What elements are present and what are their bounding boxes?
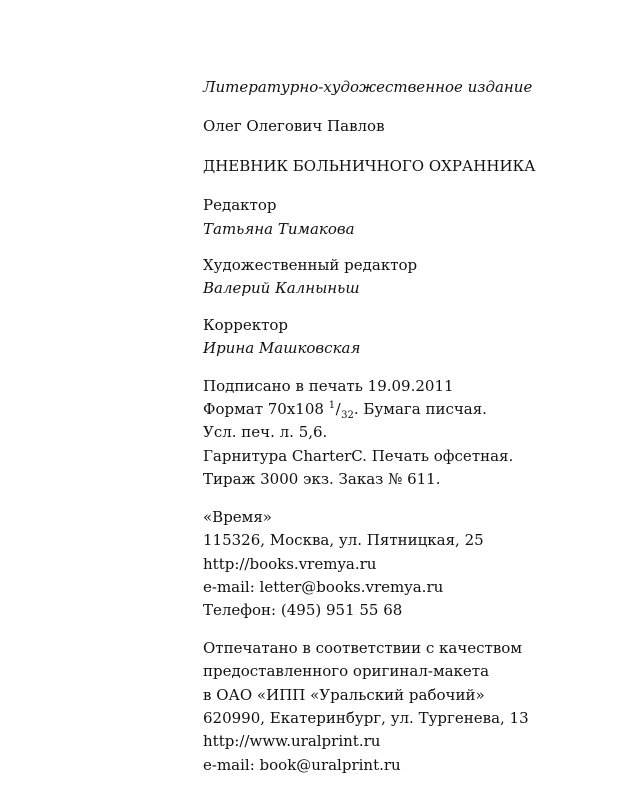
signed-line: Подписано в печать 19.09.2011 [203, 376, 454, 395]
printer-line-1: Отпечатано в соответствии с качеством [203, 638, 522, 657]
publisher-block [203, 506, 603, 623]
publisher-address: 115326, Москва, ул. Пятницкая, 25 [203, 531, 484, 550]
title-block [203, 155, 603, 178]
editor-role: Редактор [203, 196, 277, 215]
print-info-block [203, 375, 603, 492]
art-editor-role: Художественный редактор [203, 256, 418, 275]
format-prefix: Формат 70x108 [203, 400, 324, 419]
publisher-email: e-mail: letter@books.vremya.ru [203, 577, 444, 596]
editor-block [203, 194, 603, 241]
editor-name: Татьяна Тимакова [203, 219, 355, 238]
genre-line: Литературно-художественное издание [203, 78, 533, 96]
format-suffix: . Бумага писчая. [353, 400, 487, 419]
sheets-line: Усл. печ. л. 5,6. [203, 423, 328, 442]
printer-line-2: предоставленного оригинал-макета [203, 662, 490, 681]
imprint-page [203, 76, 603, 777]
book-title: ДНЕВНИК БОЛЬНИЧНОГО ОХРАННИКА [203, 156, 536, 175]
printer-address: 620990, Екатеринбург, ул. Тургенева, 13 [203, 708, 529, 727]
art-editor-name: Валерий Калныньш [203, 279, 360, 298]
art-editor-block [203, 254, 603, 301]
publisher-url: http://books.vremya.ru [203, 554, 377, 573]
run-line: Тираж 3000 экз. Заказ № 611. [203, 470, 441, 489]
proofreader-name: Ирина Машковская [203, 339, 361, 358]
printer-block [203, 637, 603, 777]
printer-line-3: в ОАО «ИПП «Уральский рабочий» [203, 685, 485, 704]
printer-url: http://www.uralprint.ru [203, 732, 381, 751]
typeface-line: Гарнитура CharterC. Печать офсетная. [203, 446, 514, 465]
publisher-name: «Время» [203, 507, 272, 526]
format-line [203, 398, 603, 421]
genre-block [203, 76, 603, 99]
proofreader-role: Корректор [203, 315, 289, 334]
printer-email: e-mail: book@uralprint.ru [203, 755, 401, 774]
author-block [203, 115, 603, 138]
format-slash: / [335, 400, 341, 419]
publisher-phone: Телефон: (495) 951 55 68 [203, 601, 403, 620]
proofreader-block [203, 314, 603, 361]
author-name: Олег Олегович Павлов [203, 117, 385, 136]
format-denominator: 32 [341, 410, 354, 422]
format-numerator: 1 [328, 400, 336, 412]
